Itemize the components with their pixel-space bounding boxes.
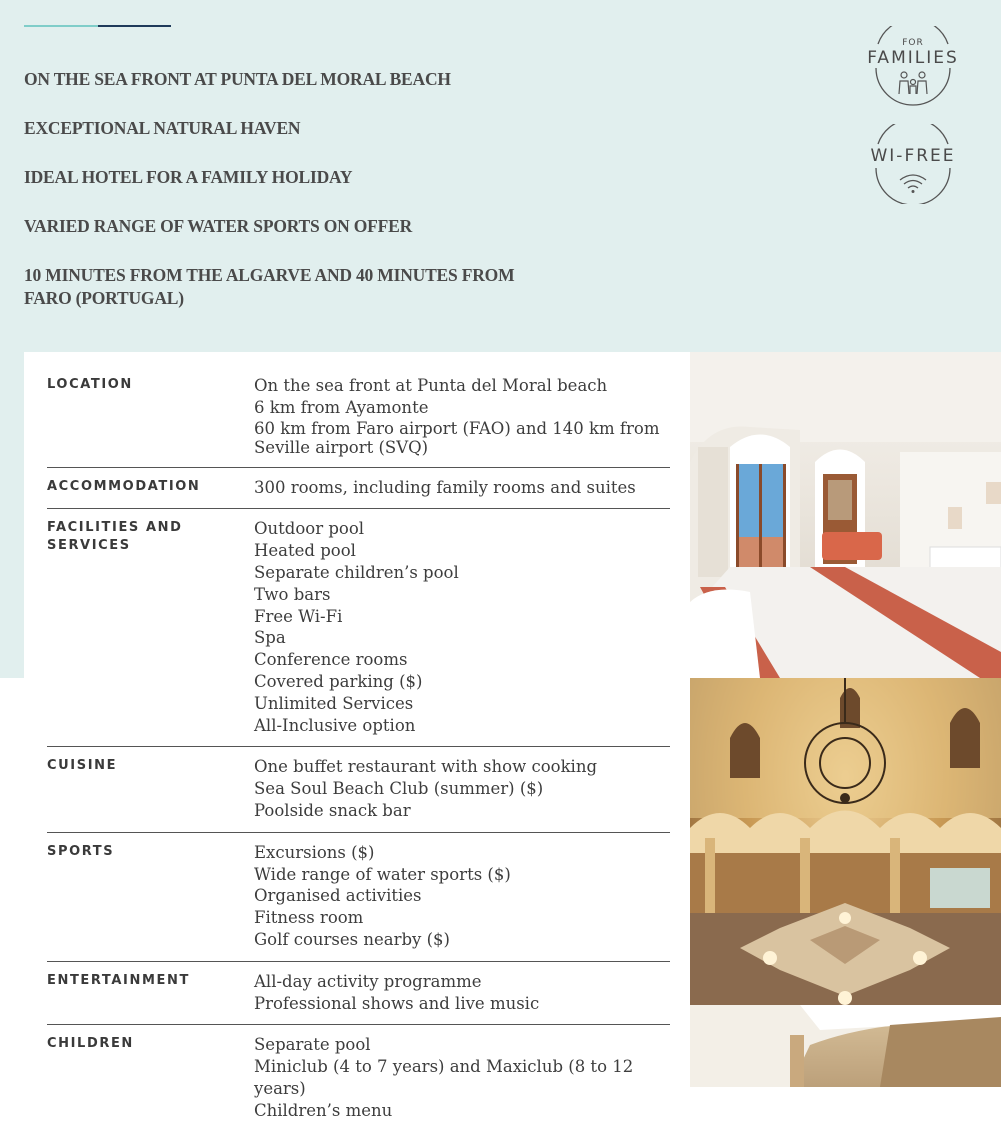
list-item: 6 km from Ayamonte xyxy=(254,397,429,417)
list-item: Spa xyxy=(254,628,286,648)
section-label: CUISINE xyxy=(47,758,118,774)
hotel-third-photo xyxy=(690,1005,1001,1087)
hotel-room-photo xyxy=(690,352,1001,678)
section-items xyxy=(254,375,670,457)
section-items xyxy=(254,1034,670,1121)
section-label: FACILITIES AND SERVICES xyxy=(47,520,183,554)
list-item: All-day activity programme xyxy=(254,971,482,991)
list-item: 60 km from Faro airport (FAO) and 140 km from Seville airport (SVQ) xyxy=(254,418,660,457)
list-item: Organised activities xyxy=(254,886,422,906)
list-item: One buffet restaurant with show cooking xyxy=(254,757,598,777)
section-cuisine xyxy=(47,755,670,832)
wifi-icon xyxy=(898,172,928,194)
list-item: Unlimited Services xyxy=(254,693,414,713)
list-item: Excursions ($) xyxy=(254,842,375,862)
section-label: CHILDREN xyxy=(47,1036,134,1052)
section-label: ACCOMMODATION xyxy=(47,478,201,494)
section-items xyxy=(254,756,670,821)
for-families-badge xyxy=(858,26,968,106)
header-band-strip xyxy=(0,352,24,678)
highlight-item: IDEAL HOTEL FOR A FAMILY HOLIDAY xyxy=(24,167,353,187)
section-items xyxy=(254,842,670,951)
list-item: Covered parking ($) xyxy=(254,671,423,691)
section-label: LOCATION xyxy=(47,377,133,392)
list-item: Two bars xyxy=(254,584,331,604)
room-illustration xyxy=(690,352,1001,678)
list-item: All-Inclusive option xyxy=(254,715,416,735)
third-photo-illustration xyxy=(690,1005,1001,1087)
badge-families-label: FAMILIES xyxy=(867,48,959,68)
section-items xyxy=(254,477,670,499)
list-item: Free Wi-Fi xyxy=(254,606,343,626)
section-location xyxy=(47,374,670,468)
wi-free-badge xyxy=(858,124,968,204)
hotel-lobby-photo xyxy=(690,678,1001,1005)
list-item: 300 rooms, including family rooms and suites xyxy=(254,477,636,497)
list-item: Children’s menu xyxy=(254,1100,393,1120)
section-accommodation xyxy=(47,476,670,510)
family-icon xyxy=(895,70,931,96)
list-item: Heated pool xyxy=(254,541,356,561)
section-facilities xyxy=(47,517,670,747)
badge-wifree-label: WI-FREE xyxy=(870,146,956,166)
list-item: Professional shows and live music xyxy=(254,993,540,1013)
accent-rule-teal xyxy=(24,25,98,27)
highlight-item: VARIED RANGE OF WATER SPORTS ON OFFER xyxy=(24,216,413,236)
hotel-info-table xyxy=(47,374,670,1140)
list-item: Wide range of water sports ($) xyxy=(254,864,511,884)
section-label: SPORTS xyxy=(47,843,115,859)
section-children xyxy=(47,1033,670,1131)
section-entertainment xyxy=(47,970,670,1026)
list-item: Separate pool xyxy=(254,1035,371,1055)
list-item: Poolside snack bar xyxy=(254,800,411,820)
list-item: Separate children’s pool xyxy=(254,562,459,582)
list-item: On the sea front at Punta del Moral beach xyxy=(254,376,608,395)
highlights-list xyxy=(24,68,584,336)
highlight-item: 10 MINUTES FROM THE ALGARVE AND 40 MINUTES FROM FARO (PORTUGAL) xyxy=(24,265,515,308)
badge-for-label: FOR xyxy=(902,38,924,48)
section-sports xyxy=(47,841,670,962)
list-item: Outdoor pool xyxy=(254,519,365,539)
list-item: Sea Soul Beach Club (summer) ($) xyxy=(254,779,544,799)
highlight-item: ON THE SEA FRONT AT PUNTA DEL MORAL BEACH xyxy=(24,69,451,89)
list-item: Miniclub (4 to 7 years) and Maxiclub (8 to 12 years) xyxy=(254,1057,634,1098)
section-items xyxy=(254,518,670,736)
accent-rule-navy xyxy=(98,25,171,27)
highlight-item: EXCEPTIONAL NATURAL HAVEN xyxy=(24,118,301,138)
list-item: Conference rooms xyxy=(254,650,408,670)
list-item: Fitness room xyxy=(254,908,364,928)
section-items xyxy=(254,971,670,1015)
list-item: Golf courses nearby ($) xyxy=(254,929,450,949)
section-label: ENTERTAINMENT xyxy=(47,972,190,988)
lobby-illustration xyxy=(690,678,1001,1005)
